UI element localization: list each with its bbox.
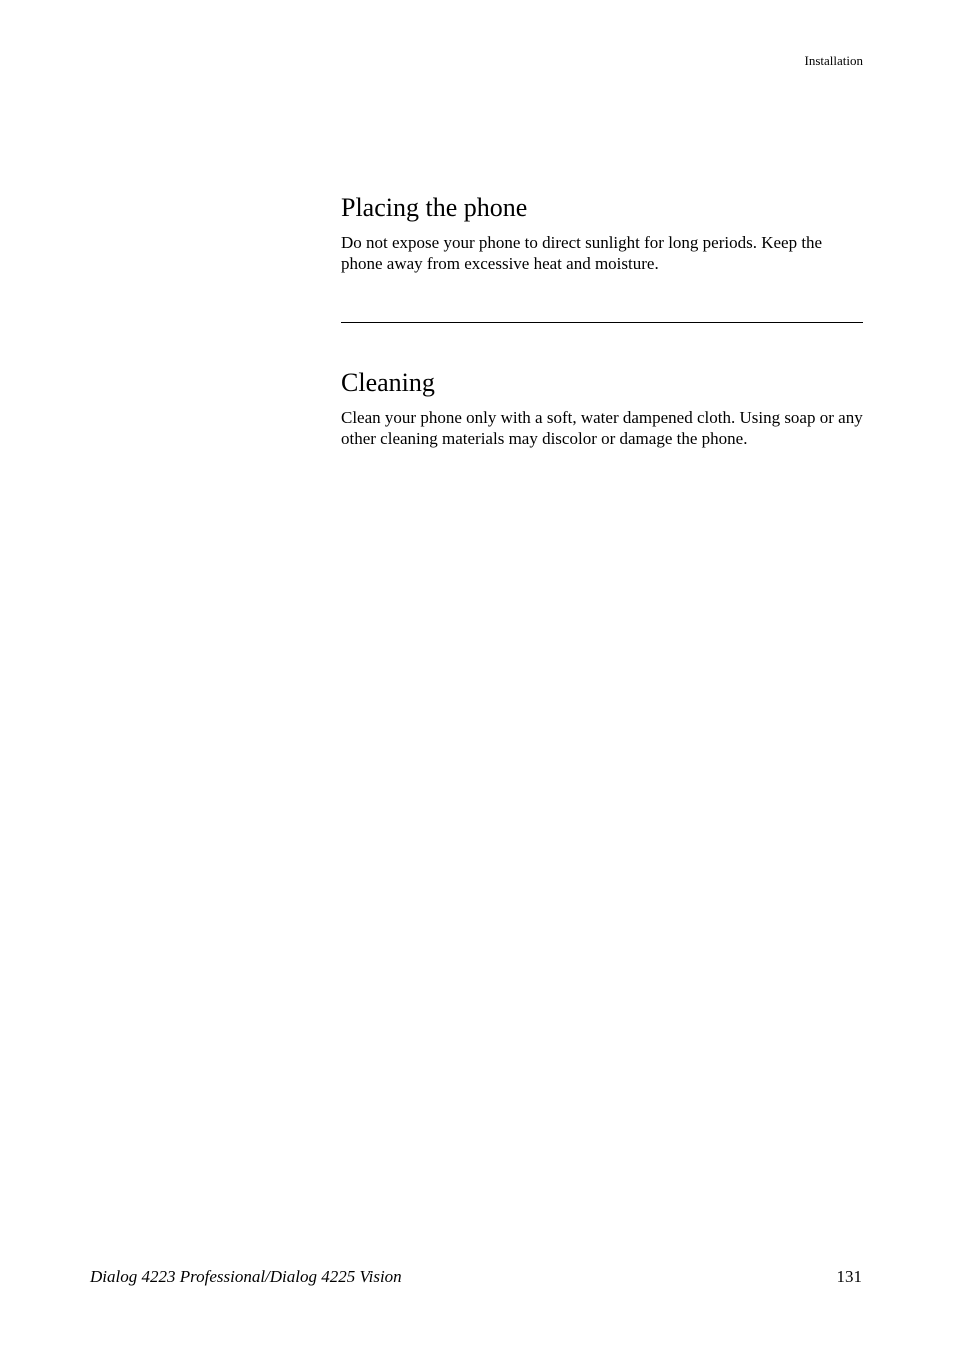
section-heading: Cleaning [341, 368, 435, 397]
page-number: 131 [836, 1267, 862, 1286]
section-body: Do not expose your phone to direct sunlight for long periods. Keep the phone away from excessive heat and moisture. [341, 233, 823, 273]
section-body: Clean your phone only with a soft, water dampened cloth. Using soap or any other cleaning materials may discolor or damage the phone. [341, 408, 863, 448]
section-heading: Placing the phone [341, 193, 528, 222]
section-divider [341, 322, 863, 323]
section-cleaning [341, 367, 863, 449]
footer-document-title: Dialog 4223 Professional/Dialog 4225 Vision [90, 1267, 402, 1286]
running-header: Installation [804, 53, 863, 68]
section-placing-the-phone [341, 192, 863, 274]
